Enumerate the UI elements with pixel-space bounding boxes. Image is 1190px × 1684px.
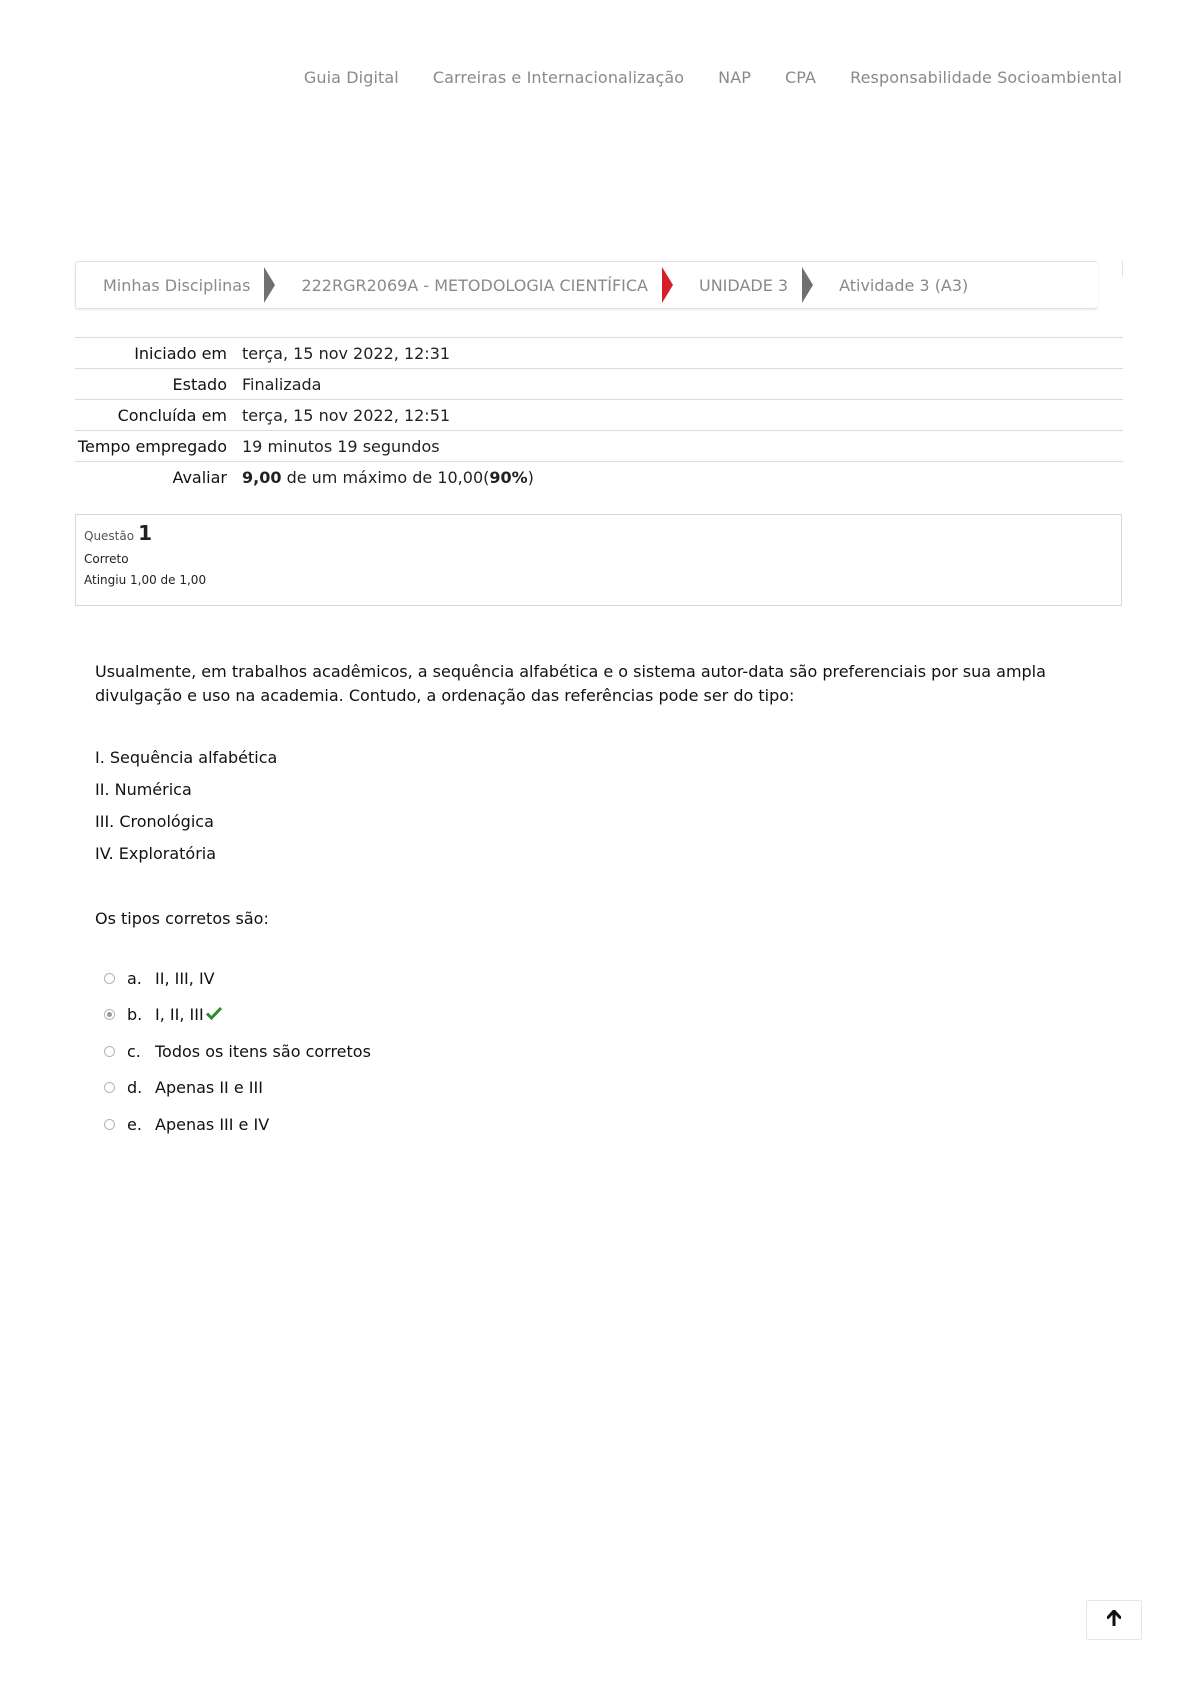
chevron-right-icon: [802, 267, 813, 303]
radio-button[interactable]: [104, 1046, 115, 1057]
answer-letter: b.: [127, 1005, 143, 1025]
list-item: I. Sequência alfabética: [95, 748, 278, 767]
answer-option-e[interactable]: [104, 1106, 371, 1143]
answer-letter: c.: [127, 1041, 141, 1061]
grade-label: Avaliar: [172, 468, 227, 487]
breadcrumb-item-unit[interactable]: [673, 267, 813, 303]
question-number-value: 1: [138, 521, 153, 545]
question-text: [95, 660, 1095, 708]
answer-text: Todos os itens são corretos: [155, 1041, 371, 1061]
answer-option-c[interactable]: [104, 1033, 371, 1070]
answer-options: [104, 960, 371, 1143]
grade-middle: de um máximo de 10,00(: [281, 468, 490, 487]
answer-option-b[interactable]: [104, 997, 371, 1034]
answer-letter: a.: [127, 968, 142, 988]
grade-value: [237, 462, 1123, 493]
breadcrumb: [75, 261, 1098, 309]
started-value: terça, 15 nov 2022, 12:31: [242, 344, 451, 363]
state-value: Finalizada: [242, 375, 322, 394]
summary-row-time: [75, 431, 1123, 462]
breadcrumb-label: Atividade 3 (A3): [839, 275, 969, 295]
checkmark-icon: [206, 1005, 222, 1024]
question-item-list: [95, 746, 277, 874]
question-body: Usualmente, em trabalhos acadêmicos, a sequência alfabética e o sistema autor-data são preferenciais por sua ampla divulgação e uso na academia. Contudo, a ordenação das referências pode ser do tipo:: [95, 662, 1046, 705]
nav-link-cpa[interactable]: CPA: [785, 68, 817, 87]
grade-end: ): [527, 468, 534, 487]
completed-value: terça, 15 nov 2022, 12:51: [242, 406, 451, 425]
chevron-right-icon: [662, 267, 673, 303]
list-item: II. Numérica: [95, 780, 192, 799]
back-to-top-button[interactable]: [1086, 1600, 1142, 1640]
answer-letter: e.: [127, 1114, 142, 1134]
radio-button[interactable]: [104, 1082, 115, 1093]
top-navigation: [270, 68, 1122, 87]
answer-letter: d.: [127, 1078, 143, 1098]
question-label: Questão: [84, 529, 135, 543]
answer-text: Apenas II e III: [155, 1078, 263, 1098]
answer-option-a[interactable]: [104, 960, 371, 997]
radio-button-selected[interactable]: [104, 1009, 115, 1020]
summary-row-grade: [75, 462, 1123, 493]
grade-percent: 90%: [489, 468, 528, 487]
list-item: III. Cronológica: [95, 812, 214, 831]
summary-row-completed: [75, 400, 1123, 431]
grade-score: 9,00: [242, 468, 282, 487]
question-prompt: Os tipos corretos são:: [95, 909, 269, 928]
question-status: Correto: [84, 552, 129, 566]
state-label: Estado: [172, 375, 227, 394]
question-info: [75, 514, 1122, 606]
breadcrumb-item-course[interactable]: [275, 267, 673, 303]
breadcrumb-label: UNIDADE 3: [699, 275, 789, 295]
answer-text: II, III, IV: [155, 968, 215, 988]
nav-link-carreiras[interactable]: Carreiras e Internacionalização: [432, 68, 685, 87]
time-value: 19 minutos 19 segundos: [242, 437, 440, 456]
list-item: IV. Exploratória: [95, 844, 217, 863]
breadcrumb-edge: [1122, 261, 1123, 277]
question-mark: Atingiu 1,00 de 1,00: [84, 573, 207, 587]
nav-link-responsabilidade[interactable]: Responsabilidade Socioambiental: [850, 68, 1122, 87]
answer-text: Apenas III e IV: [155, 1114, 270, 1134]
arrow-up-icon: [1107, 1610, 1121, 1630]
answer-text: I, II, III: [155, 1005, 204, 1025]
completed-label: Concluída em: [117, 406, 227, 425]
nav-link-nap[interactable]: NAP: [718, 68, 752, 87]
question-number: [84, 521, 1113, 545]
breadcrumb-item-minhas-disciplinas[interactable]: [76, 267, 275, 303]
breadcrumb-label: 222RGR2069A - METODOLOGIA CIENTÍFICA: [301, 275, 648, 295]
summary-row-started: [75, 338, 1123, 369]
breadcrumb-label: Minhas Disciplinas: [103, 275, 251, 295]
answer-option-d[interactable]: [104, 1070, 371, 1107]
chevron-right-icon: [264, 267, 275, 303]
breadcrumb-item-activity[interactable]: [813, 276, 982, 295]
summary-row-state: [75, 369, 1123, 400]
time-label: Tempo empregado: [77, 437, 227, 456]
radio-button[interactable]: [104, 973, 115, 984]
nav-link-guia-digital[interactable]: Guia Digital: [303, 68, 399, 87]
started-label: Iniciado em: [134, 344, 227, 363]
attempt-summary-table: [75, 337, 1123, 492]
radio-button[interactable]: [104, 1119, 115, 1130]
